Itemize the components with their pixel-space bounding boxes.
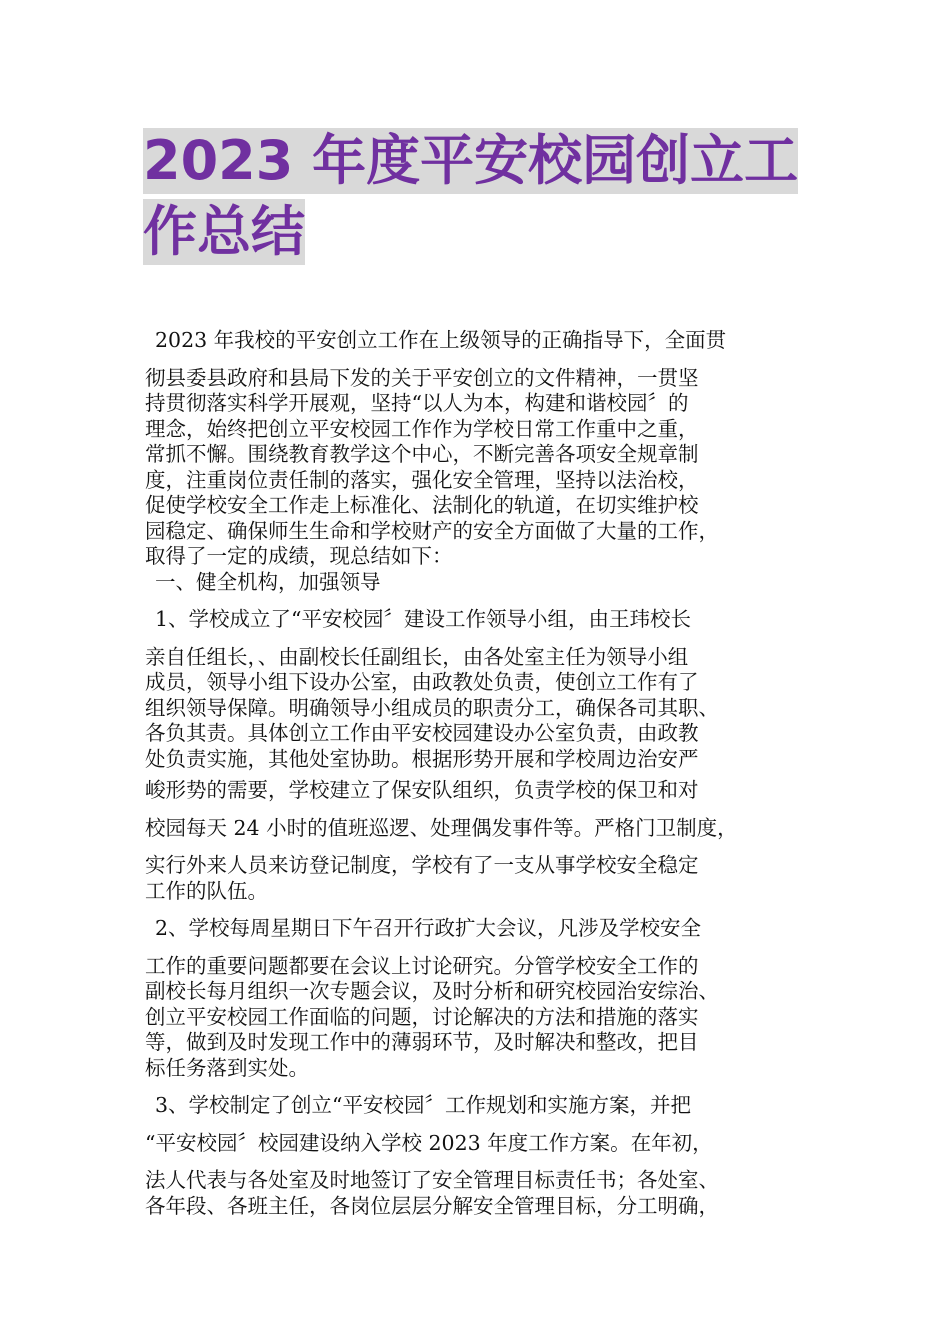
body-line: 取得了一定的成绩，现总结如下： (145, 544, 453, 568)
body-line: 副校长每月组织一次专题会议，及时分析和研究校园治安综治、 (145, 979, 719, 1003)
body-line: 度，注重岗位责任制的落实，强化安全管理，坚持以法治校， (145, 467, 699, 492)
title-line-1: 2023 年度平安校园创立工 (143, 129, 799, 192)
body-line: 实行外来人员来访登记制度，学校有了一支从事学校安全稳定 (145, 853, 699, 877)
document-body (145, 328, 810, 1219)
body-line: 2023 年我校的平安创立工作在上级领导的正确指导下，全面贯 (155, 328, 727, 352)
body-line: 理念，始终把创立平安校园工作作为学校日常工作重中之重， (145, 416, 699, 441)
body-line: 成员，领导小组下设办公室，由政教处负责，使创立工作有了 (145, 670, 699, 694)
body-line: 彻县委县政府和县局下发的关于平安创立的文件精神，一贯坚 (145, 365, 699, 390)
title-line-2: 作总结 (143, 200, 305, 263)
body-line: 园稳定、确保师生生命和学校财产的安全方面做了大量的工作， (145, 518, 719, 543)
body-line: 校园每天 24 小时的值班巡逻、处理偶发事件等。严格门卫制度， (145, 815, 738, 840)
body-line: 常抓不懈。围绕教育教学这个中心，不断完善各项安全规章制 (145, 442, 699, 466)
body-line: 法人代表与各处室及时地签订了安全管理目标责任书；各处室、 (145, 1168, 719, 1192)
body-line: 工作的队伍。 (145, 878, 268, 903)
body-line: 1、学校成立了“平安校园〞建设工作领导小组，由王玮校长 (155, 607, 692, 631)
document-title (143, 128, 823, 265)
body-line: 3、学校制定了创立“平安校园〞工作规划和实施方案，并把 (155, 1093, 692, 1117)
body-line: 工作的重要问题都要在会议上讨论研究。分管学校安全工作的 (145, 953, 699, 978)
body-line: 标任务落到实处。 (145, 1055, 309, 1080)
section-heading: 一、健全机构，加强领导 (155, 569, 381, 594)
body-line: 创立平安校园工作面临的问题，讨论解决的方法和措施的落实 (145, 1004, 699, 1029)
body-line: “平安校园〞校园建设纳入学校 2023 年度工作方案。在年初， (145, 1130, 713, 1155)
body-line: 峻形势的需要，学校建立了保安队组织，负责学校的保卫和对 (145, 778, 699, 802)
body-line: 促使学校安全工作走上标准化、法制化的轨道，在切实维护校 (145, 493, 699, 517)
body-line: 各年段、各班主任，各岗位层层分解安全管理目标，分工明确， (145, 1193, 719, 1218)
body-line: 亲自任组长，、由副校长任副组长，由各处室主任为领导小组 (145, 644, 689, 669)
body-line: 2、学校每周星期日下午召开行政扩大会议，凡涉及学校安全 (155, 916, 702, 940)
body-line: 持贯彻落实科学开展观，坚持“以人为本，构建和谐校园〞的 (145, 391, 689, 415)
body-line: 组织领导保障。明确领导小组成员的职责分工，确保各司其职、 (145, 695, 719, 720)
body-line: 各负其责。具体创立工作由平安校园建设办公室负责，由政教 (145, 721, 699, 745)
body-line: 等，做到及时发现工作中的薄弱环节，及时解决和整改，把目 (145, 1030, 699, 1054)
body-line: 处负责实施，其他处室协助。根据形势开展和学校周边治安严 (145, 746, 699, 771)
